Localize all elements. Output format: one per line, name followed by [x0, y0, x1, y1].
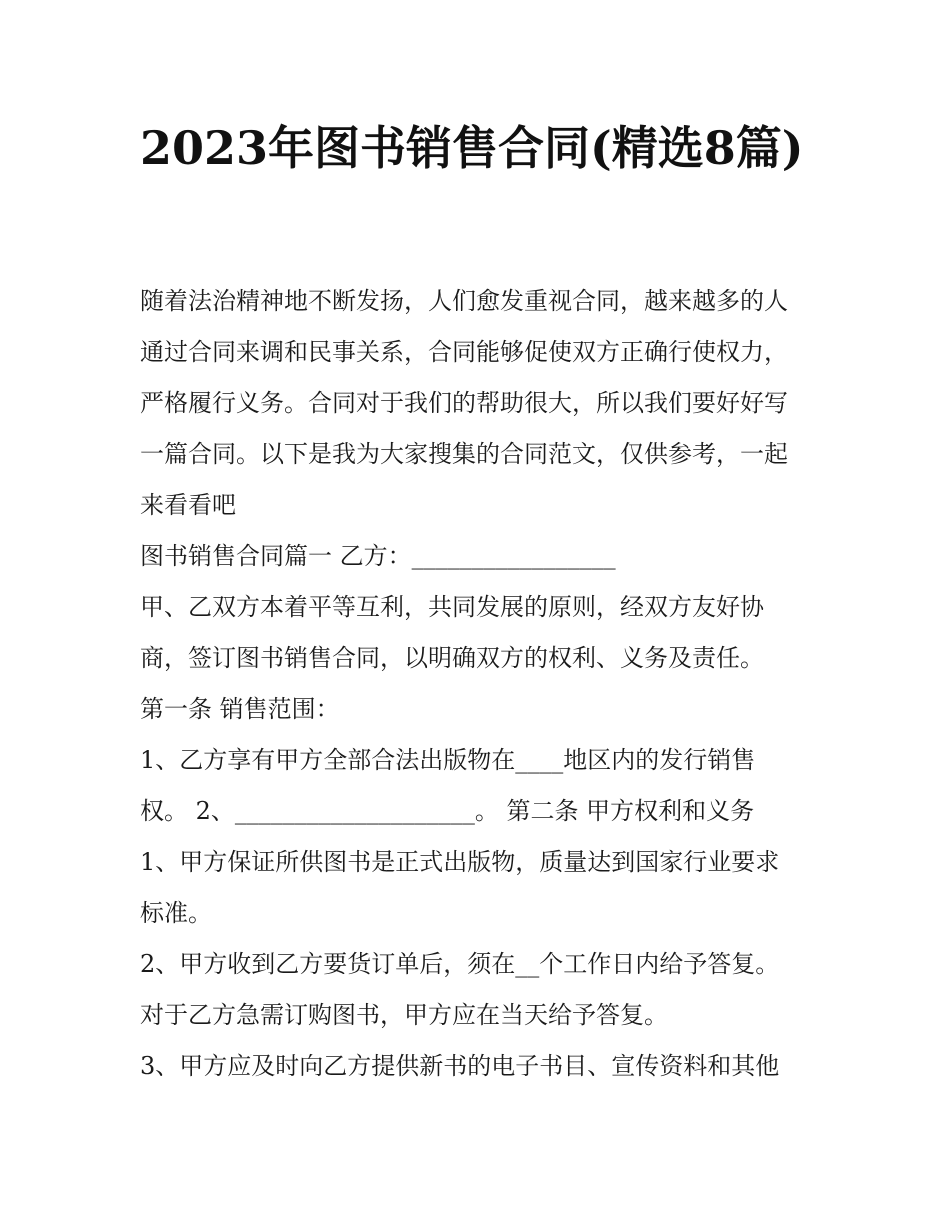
paragraph-line: 一篇合同。以下是我为大家搜集的合同范文，仅供参考，一起 — [140, 440, 788, 468]
document-title: 2023年图书销售合同(精选8篇) — [140, 121, 804, 175]
paragraph-line: 商，签订图书销售合同，以明确双方的权利、义务及责任。 — [140, 644, 764, 672]
paragraph-line: 严格履行义务。合同对于我们的帮助很大，所以我们要好好写 — [140, 389, 788, 417]
clause-line: 标准。 — [140, 899, 212, 927]
clause-line: 权。 2、____________________。 第二条 甲方权利和义务 — [140, 797, 755, 825]
paragraph-line: 随着法治精神地不断发扬，人们愈发重视合同，越来越多的人 — [140, 287, 788, 315]
paragraph-line: 甲、乙双方本着平等互利，共同发展的原则，经双方友好协 — [140, 593, 764, 621]
document-body — [140, 276, 820, 1092]
clause-line: 1、甲方保证所供图书是正式出版物，质量达到国家行业要求 — [140, 848, 780, 876]
paragraph-line: 通过合同来调和民事关系，合同能够促使双方正确行使权力， — [140, 338, 788, 366]
section-heading-line: 图书销售合同篇一 乙方：_________________ — [140, 542, 616, 570]
clause-line: 3、甲方应及时向乙方提供新书的电子书目、宣传资料和其他 — [140, 1052, 780, 1080]
clause-line: 对于乙方急需订购图书，甲方应在当天给予答复。 — [140, 1001, 668, 1029]
paragraph-line: 来看看吧 — [140, 491, 236, 519]
clause-line: 2、甲方收到乙方要货订单后，须在__个工作日内给予答复。 — [140, 950, 780, 978]
clause-line: 1、乙方享有甲方全部合法出版物在____地区内的发行销售 — [140, 746, 756, 774]
article-heading-line: 第一条 销售范围： — [140, 695, 340, 723]
